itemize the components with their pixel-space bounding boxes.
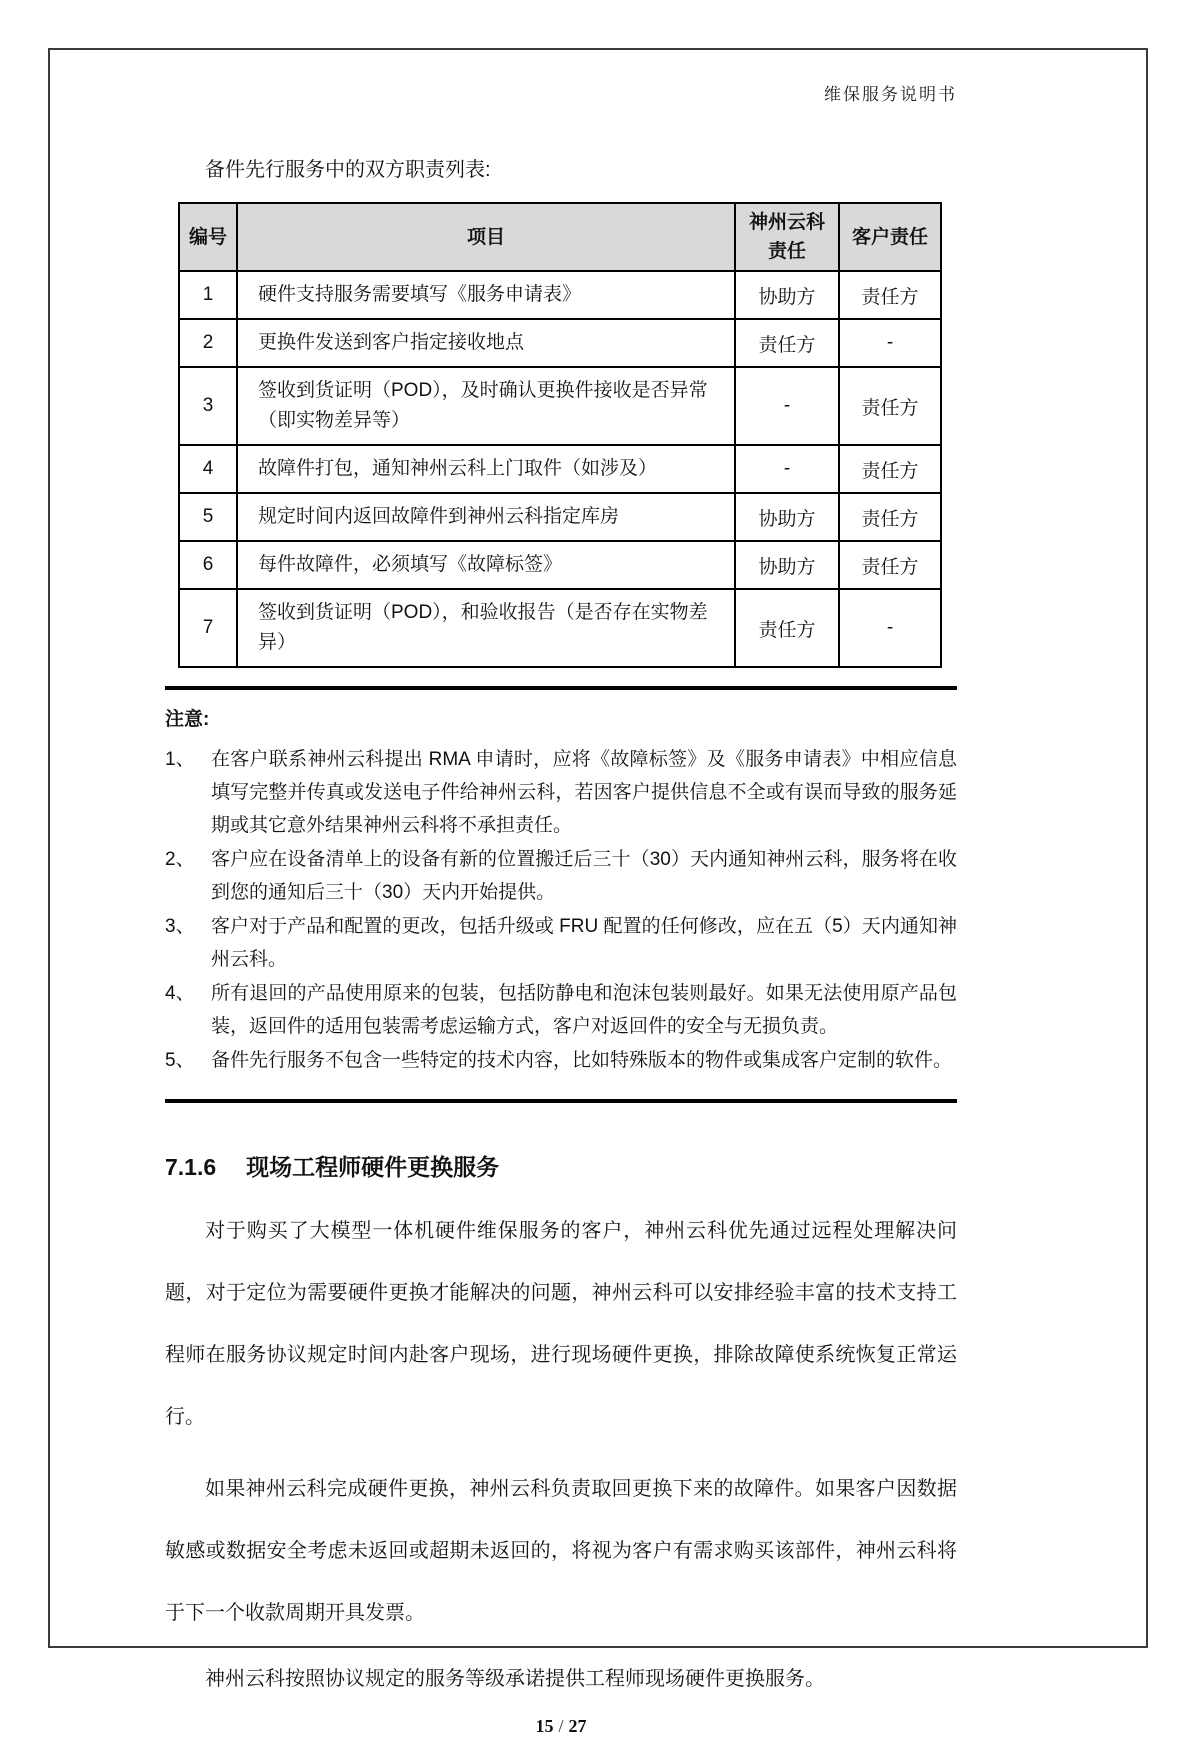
- row-number: 1: [179, 271, 237, 319]
- responsibility-table: [178, 202, 942, 668]
- row-vendor-role: 责任方: [735, 319, 839, 367]
- note-item: [165, 843, 957, 909]
- page-total: 27: [568, 1716, 587, 1736]
- row-item: 每件故障件，必须填写《故障标签》: [237, 541, 735, 589]
- note-number: 1、: [165, 749, 195, 770]
- note-item: [165, 977, 957, 1043]
- row-vendor-role: -: [735, 367, 839, 445]
- note-item: [165, 910, 957, 976]
- row-number: 2: [179, 319, 237, 367]
- column-header-customer: 客户责任: [839, 203, 941, 271]
- row-customer-role: 责任方: [839, 367, 941, 445]
- body-paragraph: 神州云科按照协议规定的服务等级承诺提供工程师现场硬件更换服务。: [205, 1668, 825, 1690]
- table-row: [179, 319, 941, 367]
- note-number: 2、: [165, 849, 195, 870]
- table-row: [179, 367, 941, 445]
- row-vendor-role: 协助方: [735, 493, 839, 541]
- row-vendor-role: -: [735, 445, 839, 493]
- row-item: 规定时间内返回故障件到神州云科指定库房: [237, 493, 735, 541]
- section-divider-top: [165, 686, 957, 690]
- column-header-item: 项目: [237, 203, 735, 271]
- row-item: 签收到货证明（POD），及时确认更换件接收是否异常（即实物差异等）: [237, 367, 735, 445]
- row-vendor-role: 责任方: [735, 589, 839, 667]
- row-item: 更换件发送到客户指定接收地点: [237, 319, 735, 367]
- notes-title: 注意:: [165, 709, 210, 730]
- note-number: 3、: [165, 916, 195, 937]
- column-header-no: 编号: [179, 203, 237, 271]
- row-customer-role: 责任方: [839, 271, 941, 319]
- row-number: 3: [179, 367, 237, 445]
- section-heading: [165, 1149, 957, 1182]
- page-footer: [165, 1716, 957, 1737]
- note-number: 5、: [165, 1050, 195, 1071]
- row-number: 7: [179, 589, 237, 667]
- table-intro-text: 备件先行服务中的双方职责列表:: [205, 159, 491, 181]
- section-divider-bottom: [165, 1099, 957, 1103]
- row-customer-role: -: [839, 319, 941, 367]
- row-number: 4: [179, 445, 237, 493]
- row-customer-role: 责任方: [839, 493, 941, 541]
- table-header-row: [179, 203, 941, 271]
- row-item: 签收到货证明（POD），和验收报告（是否存在实物差异）: [237, 589, 735, 667]
- row-vendor-role: 协助方: [735, 271, 839, 319]
- note-number: 4、: [165, 983, 195, 1004]
- table-row: [179, 271, 941, 319]
- page-number-separator: /: [558, 1716, 564, 1736]
- body-paragraph: 如果神州云科完成硬件更换，神州云科负责取回更换下来的故障件。如果客户因数据敏感或数据安全考虑未返回或超期未返回的，将视为客户有需求购买该部件，神州云科将于下一个收款周期开具发票。: [165, 1478, 957, 1624]
- row-vendor-role: 协助方: [735, 541, 839, 589]
- note-item: [165, 743, 957, 842]
- row-number: 6: [179, 541, 237, 589]
- row-item: 故障件打包，通知神州云科上门取件（如涉及）: [237, 445, 735, 493]
- table-row: [179, 445, 941, 493]
- section-number: 7.1.6: [165, 1154, 217, 1180]
- row-item: 硬件支持服务需要填写《服务申请表》: [237, 271, 735, 319]
- note-text: 客户应在设备清单上的设备有新的位置搬迁后三十（30）天内通知神州云科，服务将在收到您的通知后三十（30）天内开始提供。: [211, 849, 957, 903]
- row-customer-role: 责任方: [839, 541, 941, 589]
- doc-header-title: 维保服务说明书: [824, 85, 957, 104]
- note-text: 客户对于产品和配置的更改，包括升级或 FRU 配置的任何修改，应在五（5）天内通知神州云科。: [211, 916, 957, 970]
- table-row: [179, 541, 941, 589]
- row-customer-role: -: [839, 589, 941, 667]
- column-header-vendor: 神州云科责任: [735, 203, 839, 271]
- document-page: [165, 80, 957, 1737]
- note-item: [165, 1044, 957, 1077]
- page-number: 15: [535, 1716, 554, 1736]
- table-row: [179, 589, 941, 667]
- note-text: 在客户联系神州云科提出 RMA 申请时，应将《故障标签》及《服务申请表》中相应信息填写完整并传真或发送电子件给神州云科，若因客户提供信息不全或有误而导致的服务延期或其它意外结果神州云科将不承担责任。: [211, 749, 957, 836]
- body-paragraph: 对于购买了大模型一体机硬件维保服务的客户，神州云科优先通过远程处理解决问题，对于定位为需要硬件更换才能解决的问题，神州云科可以安排经验丰富的技术支持工程师在服务协议规定时间内赴客户现场，进行现场硬件更换，排除故障使系统恢复正常运行。: [165, 1220, 957, 1428]
- table-row: [179, 493, 941, 541]
- note-text: 所有退回的产品使用原来的包装，包括防静电和泡沫包装则最好。如果无法使用原产品包装，返回件的适用包装需考虑运输方式，客户对返回件的安全与无损负责。: [211, 983, 957, 1037]
- note-text: 备件先行服务不包含一些特定的技术内容，比如特殊版本的物件或集成客户定制的软件。: [211, 1050, 953, 1071]
- row-number: 5: [179, 493, 237, 541]
- row-customer-role: 责任方: [839, 445, 941, 493]
- section-title: 现场工程师硬件更换服务: [246, 1154, 500, 1180]
